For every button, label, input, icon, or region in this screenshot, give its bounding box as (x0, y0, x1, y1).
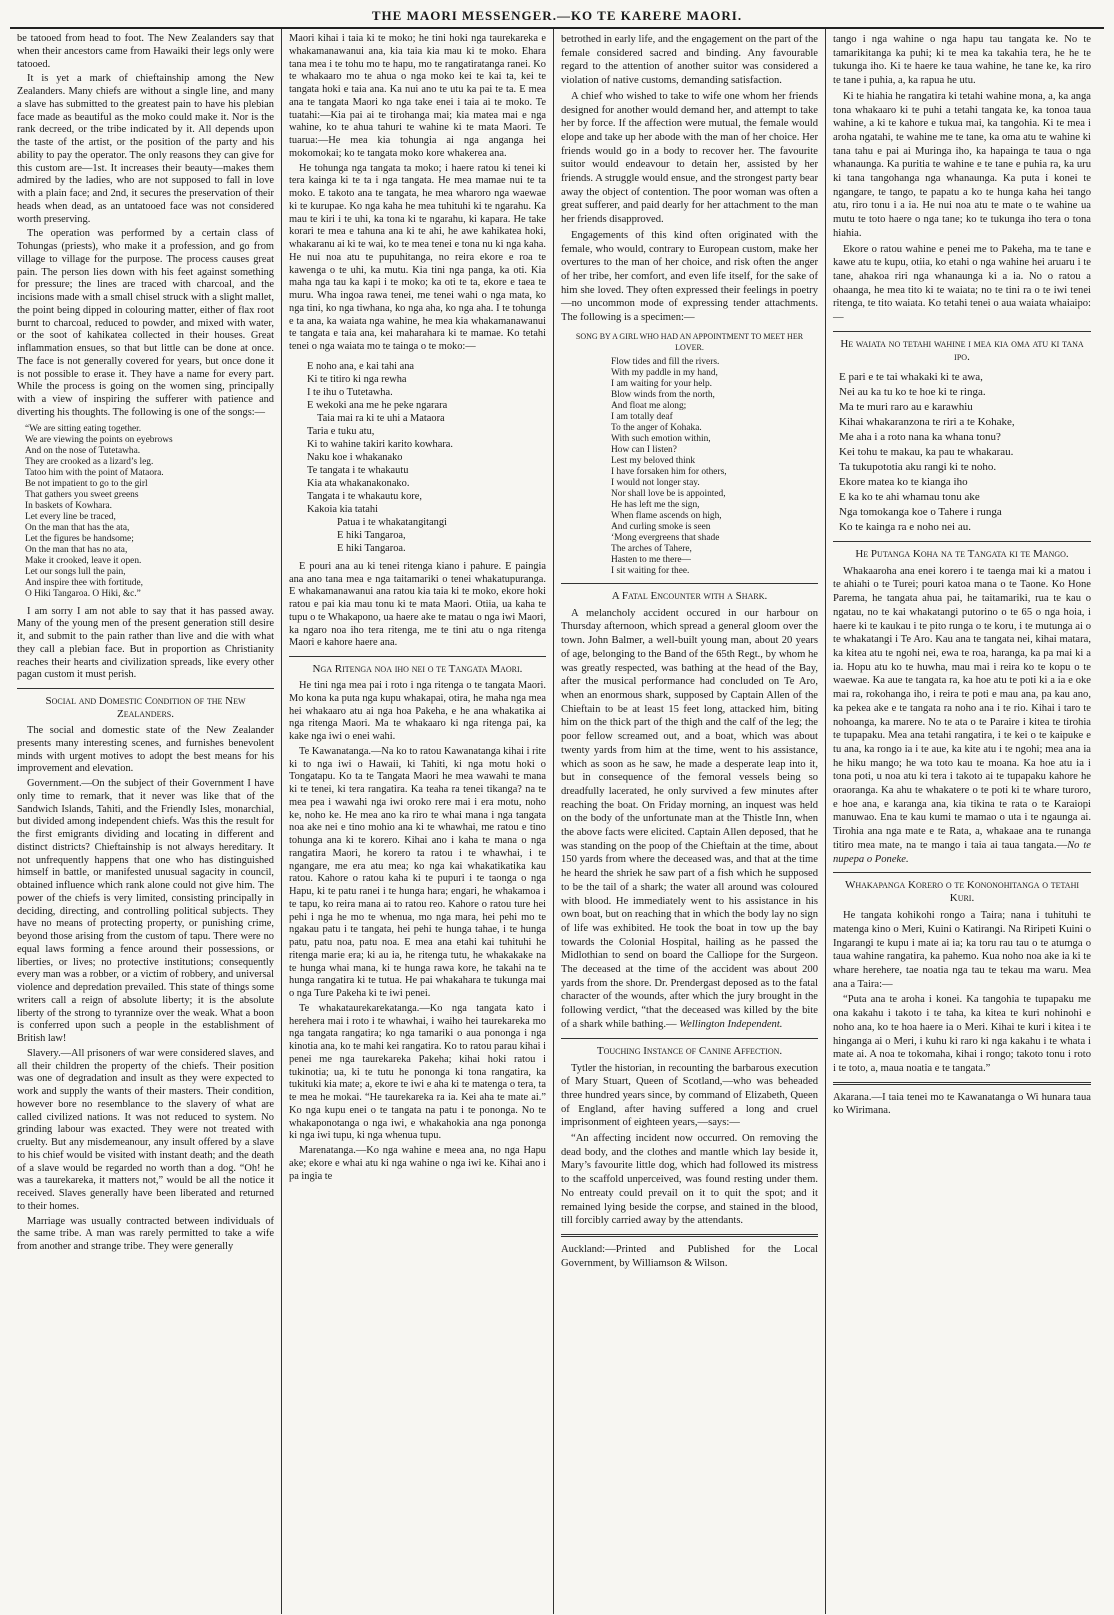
verse-line: Ma te muri raro au e karawhiu (839, 400, 973, 413)
divider (833, 872, 1091, 873)
paragraph (833, 565, 1091, 866)
verse-line: I am waiting for your help. (611, 378, 713, 389)
imprint: Akarana.—I taia tenei mo te Kawanatanga o Wi hunara taua ko Wirimana. (833, 1091, 1091, 1117)
divider (833, 331, 1091, 332)
verse-line: In baskets of Kowhara. (25, 500, 112, 511)
verse-line: Blow winds from the north, (611, 389, 715, 400)
verse-line: When flame ascends on high, (611, 510, 722, 521)
paragraph: “An affecting incident now occurred. On removing the dead body, and the clothes and mantle which lay beside it, Mary’s favourite little dog, which had followed its mistress to the scaffold unperceived, was found resting under them. No entreaty could prevail on it to quit the spot; and it remained lying beside the corpse, and stained in the blood, till forcibly carried away by the attendants. (561, 1133, 818, 1227)
paragraph: Maori kihai i taia ki te moko; he tini hoki nga taurekareka e whakamanawanui ana, kia taia kia mau ki te moko. Ehara tana mea i te tohu mo te hapu, mo te rangatiratanga ranei. Ko te whakaaro mo te ahua o nga moko kei te kai ta, kei te tangata hoki e taia ana. Ka nui ano te utu ka pai te ta. E mea ana te tangata Maori ko nga take enei i taia ai te moko. Te tuatahi:—Kia pai ai te tirohanga mai; kia matea mai e nga wahine, ko te ahua tahuri te wahine ki te mata Maori. Te tuarua:—He mea kia tohungia ai nga anganga hei mokomokai; ko te tangata moko kore whakerea ana. (289, 33, 546, 159)
shark-article: A melancholy accident occured in our harbour on Thursday afternoon, which spread a general gloom over the town. John Balmer, a well-built young man, about 20 years of age, belonging to the Band of the 65th Regt., by whom he was greatly respected, was bathing at the head of the Bay, after the musical performance had concluded on Te Aro, when an enormous shark, supposed by Captain Allen of the Chieftain to be at least 15 feet long, attacked him, biting him on the thick part of the thigh and the calf of the leg; the poor fellow screamed out, and a boat, which was about twenty yards from him at the time, went to his assistance, which as soon as he saw, he made a desperate leap into it, but in consequence of the femoral vessels being so dreadfully lacerated, he only survived a few minutes after reaching the boat. On Friday morning, an inquest was held on the body of the unfortunate man at the Thistle Inn, when the above facts were elicited. Captain Allen deposed, that he was standing on the poop of the Chieftain at the time, about 150 yards from where the deceased was, and that at the time he heard the shriek he saw part of a fish which he supposed to be the tail of a shark; the water all around was coloured with blood. He immediately went to his assistance in his own boat, but on reaching that in which the body lay no sign of life was exhibited. He took the boat in tow up the bay towards the Colonial Hospital, hailing as he passed the Midlothian to send on board the Calliope for the Surgeon. The deceased at the time of the accident was about 200 yards from the shore. Dr. Prendergast deposed as to the fatal character of the wounds, after which the jury brought in the following verdict, “that the deceased was killed by the bite of a shark while bathing.— (561, 607, 818, 1030)
lover-song-english (611, 357, 818, 577)
verse-line: And inspire thee with fortitude, (25, 577, 143, 588)
verse-line: He has left me the sign, (611, 499, 700, 510)
paragraph (561, 607, 818, 1032)
verse-line: Nga tomokanga koe o Tahere i runga (839, 505, 1002, 518)
columns (10, 29, 1104, 1614)
tattoo-song-english (25, 424, 274, 600)
verse-line: And on the nose of Tutetawha. (25, 445, 141, 456)
verse-line: Taia mai ra ki te uhi a Mataora (317, 412, 445, 424)
verse-line: Ko te kainga ra e noho nei au. (839, 520, 971, 533)
section-heading: Touching Instance of Canine Affection. (596, 1044, 783, 1057)
paragraph: Ekore o ratou wahine e penei me to Pakeha, ma te tane e kawe atu te kupu, otiia, ko etahi o nga wahine hei aruaru i te tane, ahakoa riri nga whanaunga ki a ia. No o ratou a ohaanga, he mea tito ki te waiata; no te tini ra o te iwi tenei ritenga, te tito waiata. Ko tetahi tenei o aua waiata whaiaipo:— (833, 243, 1091, 324)
divider (289, 656, 546, 657)
paragraph: It is yet a mark of chieftainship among the New Zealanders. Many chiefs are without a single line, and many a slave has submitted to the greatest pain to have his plebian face made as beautiful as the moko could make it. Nor is the rank decreed, or the tribe indicated by it. All depends upon the taste of the artist, or the position of the party and his ability to pay the operator. The only reasons they can give for this custom are—1st. It increases their beauty—makes them admired by the ladies, who are not supposed to fall in love with a plain face; and 2nd, it secures the preservation of their heads when dead, as an untatooed face was not considered worth preserving. (17, 73, 274, 225)
verse-line: E hiki Tangaroa. (337, 542, 406, 554)
paragraph: A chief who wished to take to wife one whom her friends designed for another would demand her, and attempt to take her by force. If the affection were mutual, the female would elope and take up her abode with the man of her choice. Her friends would go in a body to recover her. The favourite suitor would endeavour to detain her, assisted by her friends. A struggle would ensue, and the strongest party bear away the object of contention. The poor woman was often a great sufferer, and paid dearly for her attachment to the man her friends disapproved. (561, 90, 818, 226)
paragraph: E pouri ana au ki tenei ritenga kiano i pahure. E paingia ana ano tana mea e nga taitamariki o tenei whakatupuranga. E whakamanawanui ana ratou kia taia ki te moko, ekore hoki ratou e pai kia mau tonu ki te mata Maori. Otiia, ua kaha te tupu o te Whakapono, ua haere ake te matau o nga iwi Maori, ka ngaro noa iho tera ritenga, me te tini atu o nga ritenga Maori e kahore haere ana. (289, 560, 546, 649)
verse-line: E hiki Tangaroa, (337, 529, 406, 541)
paragraph: “Puta ana te aroha i konei. Ka tangohia te tupapaku me ona kakahu i takoto i te taha, ka kitea te kuri nohinohi e noho ana, ko te hoa haere ia o Meri. Kihai te kuri i kitea i te hinganga ai o Meri, i kuhu ki raro ki nga kakahu i te whata i mate ai. A noa te tokomaha, kihai i rongo; takoto tonu i roto i te toto, a, maua noatia e te tangata.” (833, 994, 1091, 1074)
verse-line: Kihai whakaranzona te riri a te Kohake, (839, 415, 1015, 428)
imprint: Auckland:—Printed and Published for the Local Government, by Williamson & Wilson. (561, 1244, 818, 1269)
verse-line: They are crooked as a lizard’s leg. (25, 456, 154, 467)
verse-line: Naku koe i whakanako (307, 451, 403, 463)
verse-line: Tatoo him with the point of Mataora. (25, 467, 164, 478)
divider (561, 1234, 818, 1237)
verse-line: Hasten to me there— (611, 554, 691, 565)
paragraph: Slavery.—All prisoners of war were considered slaves, and all their children the property of the chiefs. Their position was one of degradation and insult as they were expected to work and supply the wants of their masters. Their condition, however bore no resemblance to the slavery of what are called civilized nations. It was not reduced to system. No grinding labour was exacted. They were not treated with cruelty. But any misdemeanour, any insult offered by a slave to his chief would be visited with instant death; and the death of a slave would be regarded no worth than a dog. “Oh! he was a taurekareka, it matters not,” would be all the notice it received. Slaves generally have been liberated and returned to their homes. (17, 1047, 274, 1212)
verse-line: Patua i te whakatangitangi (337, 516, 447, 528)
paragraph: He tohunga nga tangata ta moko; i haere ratou ki tenei ki tera kainga ki te ta i nga tangata. He mea mamae nui te ta moko. E takoto ana te tangata, he mea wharoro nga waewae ki te kurupae. Ko nga kaha he mea tuhituhi ki te ngarahu. Ka mau te kiri i te uhi, ka tona ki te ngarahu, ki kapara. He take korari te mea e tahuna ana ki te ahi, he awe kahikatea hoki, whakaranu ai ki te wai, ko te mea tenei e tona nu ki nga kaha. He nui noa atu te pupuhitanga, no reira ekore e roa te kawenga o te uhi, ka mutu. Kia tini nga panga, ka oti. Kia maha nga tau ka kapi i te moko; ka oti te ta, ekore e taea te muru. Wha ingoa rawa tenei, me tenei wahi o nga mata, ko nga tini, ko nga tiwhana, ko nga aha, ko nga aha. I te tohunga e ta ana, ka waiata nga wahine, he mea kia whakamanawanui te tangata e taia ana, kei maharahara ki te mamae. Ko tetahi tenei o nga waiata mo te tainga o te moko:— (289, 162, 546, 352)
verse-line: I te ihu o Tutetawha. (307, 386, 393, 398)
verse-line: Nor shall love be is appointed, (611, 488, 726, 499)
column-4-maori (826, 29, 1098, 1614)
verse-line: E wekoki ana me he peke ngarara (307, 399, 448, 411)
tattoo-song-maori (307, 360, 546, 555)
column-3-english (554, 29, 826, 1614)
verse-line: That gathers you sweet greens (25, 489, 139, 500)
verse-line: Ta tukupototia aku rangi ki te noho. (839, 460, 997, 473)
verse-line: On the man that has the ata, (25, 522, 130, 533)
paragraph: be tatooed from head to foot. The New Zealanders say that when their ancestors came from Hawaiki their legs only were tatooed. (17, 33, 274, 70)
paragraph: Tytler the historian, in recounting the barbarous execution of Mary Stuart, Queen of Scotland,—who was beheaded three hundred years since, by command of Elizabeth, Queen of England, after having suffered a long and cruel imprisonment of eighteen years,—says:— (561, 1062, 818, 1129)
divider (561, 1038, 818, 1039)
paragraph: Marenatanga.—Ko nga wahine e meea ana, no nga Hapu ake; ekore e whai atu ki nga wahine o nga iwi ke. Kihai ano i pa ingia te (289, 1145, 546, 1182)
section-heading: Whakapanga Korero o te Kononohitanga o tetahi Kuri. (844, 879, 1080, 905)
section-heading: A Fatal Encounter with a Shark. (611, 589, 768, 602)
paragraph: He tangata kohikohi rongo a Taira; nana i tuhituhi te matenga kino o Meri, Kuini o Katirangi. Na Riripeti Kuini o Ingarangi te kupu i mate ai ia; ka toru rau tau o te atumga o taua wahine rangatira, ka pahemo. Kua noho noa ake ia ki te whare herehere, tae noatia nga tau te tekau ma waru. Mea ana a Taira:— (833, 910, 1091, 990)
verse-line: E pari e te tai whakaki ki te awa, (839, 370, 983, 383)
verse-line: O Hiki Tangaroa. O Hiki, &c.” (25, 588, 141, 599)
verse-line: Let every line be traced, (25, 511, 116, 522)
paragraph: Engagements of this kind often originated with the female, who would, contrary to European custom, make her overtures to the man of her choice, and risk often the anger of her tribe, her comfort, and even life itself, for the sake of him she loved. They often expressed their feelings in poetry—no uncommon mode of expressing tender attachments. The following is a specimen:— (561, 229, 818, 324)
verse-line: Te tangata i te whakautu (307, 464, 409, 476)
verse-line: To the anger of Kohaka. (611, 422, 702, 433)
verse-line: I am totally deaf (611, 411, 673, 422)
paragraph: Te Kawanatanga.—Na ko to ratou Kawanatanga kihai i rite ki to nga iwi o Hawaii, ki Tahiti, ki nga motu hoki o Tongatapu. Ko ta te Tangata Maori he mea wawahi te mana ki te tenei, ki tera rangatira. Ka teaha ra tenei tikanga? na te mea pea i wawahi nga iwi oroko rere mai i era motu, noho ke, noho ke. He mea ano ka riro te whai mana i nga tangata noa ake nei e tino mohio ana ki te whawhai, me ratou e tino tohunga ana ki te korero. Kihai ano i kaha te mana o nga rangatira Maori, he korero ta ratou i te whawhai, i te ngangare, me era atu mea; ko nga kai whakatikatika kau ratou. Kahore o ratou kaha ki te pupuri i te taonga o nga Hapu, ki te patu ranei i te hunga hara; engari, he whakamoa i te tapu, ko reira mana ai to ratou reo. Kahore o ratou ture hei pehi i nga he mo te whenua, mo nga mara, hei pehi mo te ngakau patu i te tangata, hei pehi te hunga tahae, i te hunga patu, patu noa, patu noa. E mea ana etahi kai tuhituhi he ritenga marie era; ki au ia, he ritenga tutu, he whakakake na te hunga whai mana, ki te hunga rawa kore, he takahi na te hunga rangatira ki te tutua. He pai whakahara te tukunga mai o nga Ture Pakeha ki te iwi penei. (289, 745, 546, 999)
section-heading: Social and Domestic Condition of the New Zealanders. (45, 695, 246, 720)
verse-line: Let our songs lull the pain, (25, 566, 126, 577)
paragraph: Marriage was usually contracted between individuals of the same tribe. A man was rarely permitted to take a wife from another and strange tribe. They were generally (17, 1215, 274, 1252)
song-title: SONG BY A GIRL WHO HAD AN APPOINTMENT TO MEET HER LOVER. (575, 331, 804, 352)
column-2-maori (282, 29, 554, 1614)
verse-line: Nei au ka tu ko te hoe ki te ringa. (839, 385, 986, 398)
paragraph: I am sorry I am not able to say that it has passed away. Many of the young men of the present generation still desire it, and submit to the pain rather than live and die with what they call a plebian face. But in proportion as Christianity reaches their hearts and civilization spreads, like every other pagan custom it must perish. (17, 605, 274, 681)
paragraph: betrothed in early life, and the engagement on the part of the female considered sacred and binding. Any favourable regard to the attention of another suitor was considered a violation of native customs, demanding satisfaction. (561, 34, 818, 87)
verse-line: Lest my beloved think (611, 455, 696, 466)
verse-line: Tangata i te whakautu kore, (307, 490, 422, 502)
verse-line: Kakoia kia tatahi (307, 503, 378, 515)
verse-line: Make it crooked, leave it open. (25, 555, 142, 566)
verse-line: “We are sitting eating together. (25, 423, 142, 434)
source-credit: Wellington Independent. (679, 1018, 783, 1030)
paragraph: Ki te hiahia he rangatira ki tetahi wahine mona, a, ka anga tona whakaaro ki te puhi a tetahi tangata ke, ka tonoa taua wahine, a ki te kahore e tukua mai, ka tangohia. Ki te mea i aroha ngatahi, te wahine me te tane, ka oma atu te wahine ki tana tahu e pai ai Muringa iho, ka hapainga te taua o nga whanaunga. Ka puritia te wahine e te tane e puhia ra, ka uru ki tana tangohanga nga whanaunga. Ka puta i konei te ngangare, te tango, te papatu a ko te hunga kaha hei tango atu, riro tonu i a ia. He nui noa atu te mate o te wahine ua mutu te toto haere o nga tane; ko te tukunga iho tera o tona hiahia. (833, 90, 1091, 239)
verse-line: Ki te titiro ki nga rewha (307, 373, 407, 385)
verse-line: ‘Mong evergreens that shade (611, 532, 720, 543)
verse-line: Be not impatient to go to the girl (25, 478, 148, 489)
song-title: He waiata no tetahi wahine i mea kia oma atu ki tana ipo. (840, 337, 1084, 363)
divider (833, 1082, 1091, 1085)
verse-line: The arches of Tahere, (611, 543, 692, 554)
paragraph: He tini nga mea pai i roto i nga ritenga o te tangata Maori. Mo kona ka puta nga kupu whakapai, otira, he maha nga mea hei whakaaro atu ai nga hoa Pakeha, e he ana whakatika ai nga ritenga Maori. Ma te whakaaro ki nga ritenga pai, ka kake nga iwi o enei wahi. (289, 680, 546, 742)
verse-line: We are viewing the points on eyebrows (25, 434, 173, 445)
verse-line: Kia ata whakanakonako. (307, 477, 410, 489)
column-1-english (10, 29, 282, 1614)
verse-line: Taria e tuku atu, (307, 425, 375, 437)
verse-line: With my paddle in my hand, (611, 367, 718, 378)
lover-song-maori (839, 370, 1091, 535)
verse-line: I would not longer stay. (611, 477, 700, 488)
paragraph: tango i nga wahine o nga hapu tau tangata ke. No te tamarikitanga ka puhi; ki te mea ka takahia tera, he he te tukunga iho. Ki te haere ke taua wahine, he tane ke, ka riro te tane i puhia, a, ka rapua he utu. (833, 34, 1091, 87)
paragraph: The operation was performed by a certain class of Tohungas (priests), who make it a profession, and go from village to village for the purpose. The process causes great pain. The person lies down with his feet against something for pressure; the lines are traced with charcoal, and the incisions made with a small chisel struck with a slight mallet, the point being dipped in colouring matter, either of flax root burnt to charcoal, reduced to powder, and mixed with water, or the soot of kahikatea collected in their houses. Great inflammation ensues, so that but little can be done at once. The face is not generally covered for years, but once done it is not possible to erase it. They have a name for every part. While the process is going on the women sing, principally with a view of inspiring the sufferer with patience and diverting his thoughts. The following is one of the songs:— (17, 228, 274, 418)
verse-line: Me aha i a roto nana ka whana tonu? (839, 430, 1001, 443)
verse-line: How can I listen? (611, 444, 677, 455)
verse-line: I sit waiting for thee. (611, 565, 690, 576)
verse-line: On the man that has no ata, (25, 544, 128, 555)
verse-line: With such emotion within, (611, 433, 711, 444)
section-heading: He Putanga Koha na te Tangata ki te Mango. (855, 547, 1069, 560)
divider (17, 688, 274, 689)
paragraph: Government.—On the subject of their Government I have only time to remark, that it never was like that of the Sandwich Islands, Tahiti, and the Friendly Isles, monarchial, but divided among independent chiefs. Was this the result for the first emigrants dividing and locating in different and distinct districts? Chieftainship is not always hereditary. It not unfrequently happens that one who has distinguished himself in battle, or manifested unusual sagacity in council, obtained influence which rank alone could not give him. The power of the chiefs is very limited, consisting principally in deciding, directing, and controlling political subjects. They have no means of protecting property, or punishing crime, beyond those arising from the custom of tapu. There were no equal laws forming a fence around their possessions, or liberties, or lives; no protective institutions; consequently every man was a robber, or a victim of robbery, and universal violence and depredation prevailed. This state of things some writers call a reign of absolute liberty; it is the absolute liberty of the strong to tyrannize over the weak. What a boon is conferred upon such a people in the establishment of British law! (17, 778, 274, 1044)
verse-line: E noho ana, e kai tahi ana (307, 360, 415, 372)
verse-line: And float me along; (611, 400, 687, 411)
verse-line: I have forsaken him for others, (611, 466, 727, 477)
divider (561, 583, 818, 584)
verse-line: E ka ko te ahi whamau tonu ake (839, 490, 980, 503)
masthead: THE MAORI MESSENGER.—KO TE KARERE MAORI. (10, 8, 1104, 29)
divider (833, 541, 1091, 542)
verse-line: And curling smoke is seen (611, 521, 711, 532)
verse-line: Let the figures be handsome; (25, 533, 134, 544)
verse-line: Ki to wahine takiri karito kowhara. (307, 438, 454, 450)
verse-line: Ekore matea ko te kianga iho (839, 475, 968, 488)
paragraph: Te whakataurekarekatanga.—Ko nga tangata kato i herehera mai i roto i te whawhai, i waiho hei taurekareka mo nga tangata rangatira; ko nga tamariki o aua pononga i nga kinotia ana, ko te mahi kei rangatira. Ko to ratou parau kihai i penei me nga taurekareka Pakeha; kihai hoki ratou i tukinotia; ua, ki te tutu he pononga ki tona rangatira, ka tukituki kia mate; a, ekore te iwi e aha ki te matenga o tera, ta te mea he mokai. “He taurekareka ra ia. Kei aha te mate ai.” Ko nga kupu enei o te tangata na patu i te pononga. No te whakaponotanga o nga iwi, e whakahokia ana nga pononga ki nga iwi tupu, ki nga whenua tupu. (289, 1002, 546, 1142)
paragraph: The social and domestic state of the New Zealander presents many interesting scenes, and furnishes benevolent minds with urgent motives to adopt the best means for his improvement and elevation. (17, 725, 274, 775)
verse-line: Flow tides and fill the rivers. (611, 356, 720, 367)
shark-article-maori: Whakaaroha ana enei korero i te taenga mai ki a matou i te ahiahi o te Turei; pouri katoa mana o te Taone. Ko Hone Parema, he tangata ahua pai, he taitamariki, rua te kau o ngatau, no te kai whakatangi putorino o te 65 o nga hoia, i haere ki te kaukau i te pito runga o te koru, i te mutunga ai o te whakatangi i Te Aro. Kau ana te tangata nei, kihai matara, ka kitea atu te ngohi nei, ewa te roa, haranga, ka pa mai ki a ia. Hopu atu ko te huwha, mau mai i reira ko te kopu o te waewae. Ka aue te tangata ra, ka hoe atu te poti ki a ia e oke mai ra, rokohanga iho, i reira te poti e mau ana, pa kau ano, ka pekea ake e te tangata ra noho ana i te rio. Kihai i taro te nohoanga, ka marere. No te ata o te Paraire i kitea te tirohia te tupapaku. Mea ana tetahi rangatira, i te kei o te kaipuke e tu ana, ka rongo ia i te aue, ka kite atu i te ngohi; mea ana ia he hiku mango; he wa toto kau te moana. Ka hoe atu ia i tona poti, u noa atu ki tera i takoto ai te tupapaku kahore he oraoranga. Ka ahu te whakatere o te poti ki te whare turoro, e hoe ana, e karanga ana, kia tikina te rata o te Karaiopi manuwao. Ena te kau kumi te mamao o uta i te ngaunga ai. Tirohia ana nga mate e te Rata, a, whakaae ana te runanga titiro mea mate, na te mango i taia ai taua tangata.— (833, 565, 1091, 851)
source-credit: No te nupepa o Poneke. (833, 839, 1091, 865)
verse-line: Kei tohu te makau, ka pau te whakarau. (839, 445, 1014, 458)
section-heading: Nga Ritenga noa iho nei o te Tangata Maori. (312, 663, 523, 675)
